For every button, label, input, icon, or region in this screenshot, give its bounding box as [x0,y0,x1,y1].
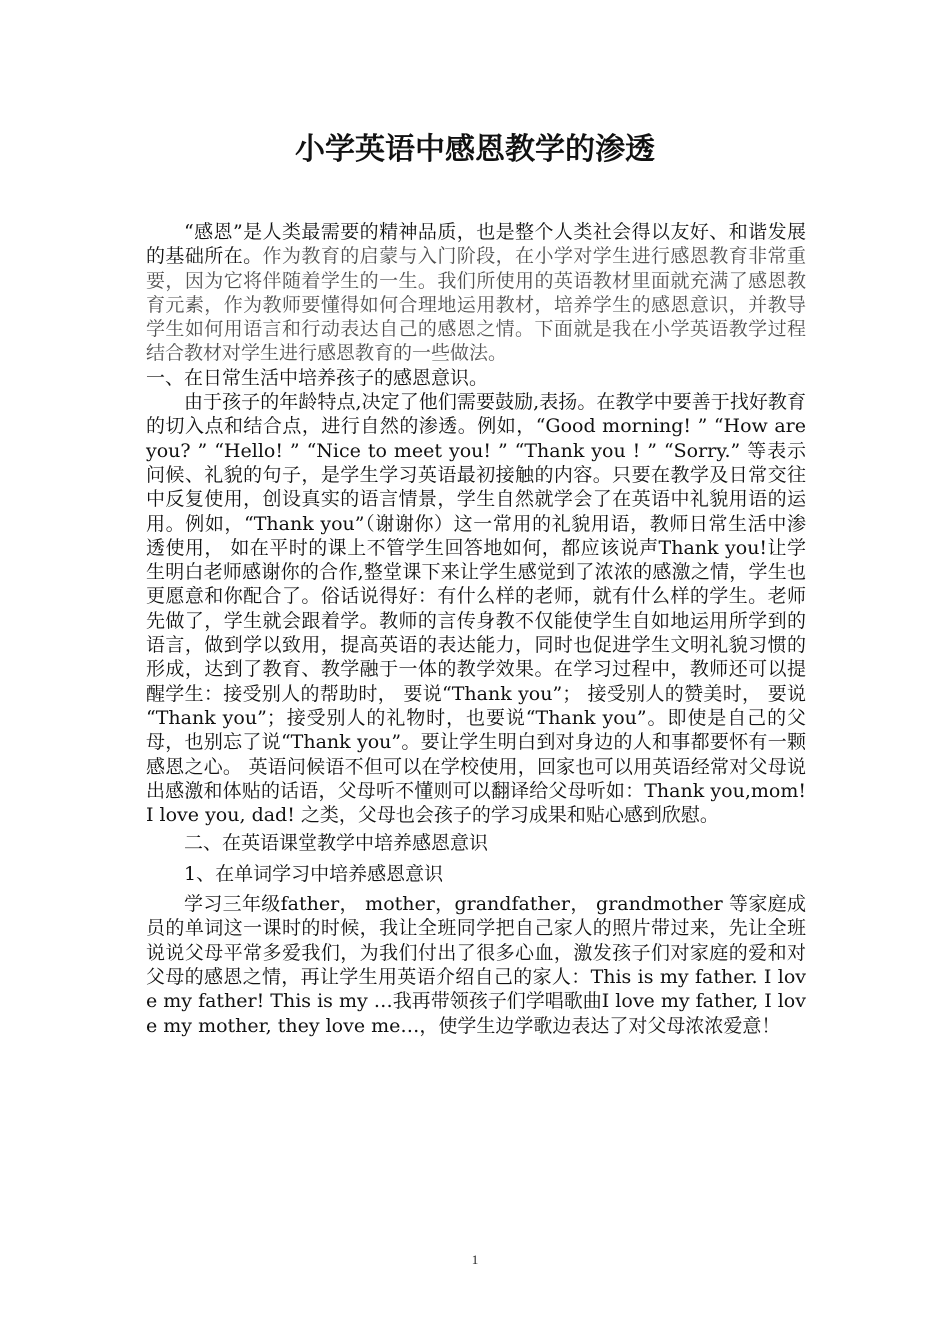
subsection1-paragraph: 学习三年级father， mother，grandfather， grandmother 等家庭成员的单词这一课时的时候，我让全班同学把自己家人的照片带过来，先让全班说说父母平常多爱我们，为我们付出了很多心血，激发孩子们对家庭的爱和对父母的感恩之情，再让学生用英语介绍自己的家人：This is my father. I love my father! This is my …我再带领孩子们学唱歌曲I love my father, I love my mother, they love me…，使学生边学歌边表达了对父母浓浓爱意！ [146,893,806,1037]
document-title: 小学英语中感恩教学的渗透 [295,132,655,167]
page-number: 1 [471,1252,479,1267]
intro-paragraph [146,220,806,366]
intro-dark-text: “感恩”是人类最需要的精神品质，也是整个人类社会得以友好、和谐发展的基础所在。 [146,221,806,268]
subsection-heading-1: 1、在单词学习中培养感恩意识 [184,862,444,885]
section1-paragraph: 由于孩子的年龄特点,决定了他们需要鼓励,表扬。在教学中要善于找好教育的切入点和结合点，进行自然的渗透。例如，“Good morning! ” “How are you? ” “Hello! ” “Nice to meet you! ” “Thank you ! ” “Sorry.” 等表示问候、礼貌的句子，是学生学习英语最初接触的内容。只要在教学及日常交往中反复使用，创设真实的语言情景，学生自然就学会了在英语中礼貌用语的运用。例如，“Thank you”（谢谢你）这一常用的礼貌用语，教师日常生活中渗透使用， 如在平时的课上不管学生回答地如何，都应该说声Thank you!让学生明白老师感谢你的合作,整堂课下来让学生感觉到了浓浓的感激之情，学生也更愿意和你配合了。俗话说得好：有什么样的老师，就有什么样的学生。老师先做了，学生就会跟着学。教师的言传身教不仅能使学生自如地运用所学到的语言，做到学以致用，提高英语的表达能力，同时也促进学生文明礼貌习惯的形成，达到了教育、教学融于一体的教学效果。在学习过程中，教师还可以提醒学生：接受别人的帮助时， 要说“Thank you”； 接受别人的赞美时， 要说 “Thank you”；接受别人的礼物时，也要说“Thank you”。即使是自己的父母，也别忘了说“Thank you”。要让学生明白到对身边的人和事都要怀有一颗感恩之心。 英语问候语不但可以在学校使用，回家也可以用英语经常对父母说出感激和体贴的话语，父母听不懂则可以翻译给父母听如：Thank you,mom!I love you, dad! 之类，父母也会孩子的学习成果和贴心感到欣慰。 [146,391,806,827]
document-body [146,220,806,1038]
section-heading-1: 一、在日常生活中培养孩子的感恩意识。 [146,366,489,389]
section-heading-2: 二、在英语课堂教学中培养感恩意识 [184,832,489,855]
intro-gray-text: 作为教育的启蒙与入门阶段，在小学对学生进行感恩教育非常重要，因为它将伴随着学生的一生。我们所使用的英语教材里面就充满了感恩教育元素，作为教师要懂得如何合理地运用教材，培养学生的感恩意识，并教导学生如何用语言和行动表达自己的感恩之情。下面就是我在小学英语教学过程结合教材对学生进行感恩教育的一些做法。 [146,245,806,365]
